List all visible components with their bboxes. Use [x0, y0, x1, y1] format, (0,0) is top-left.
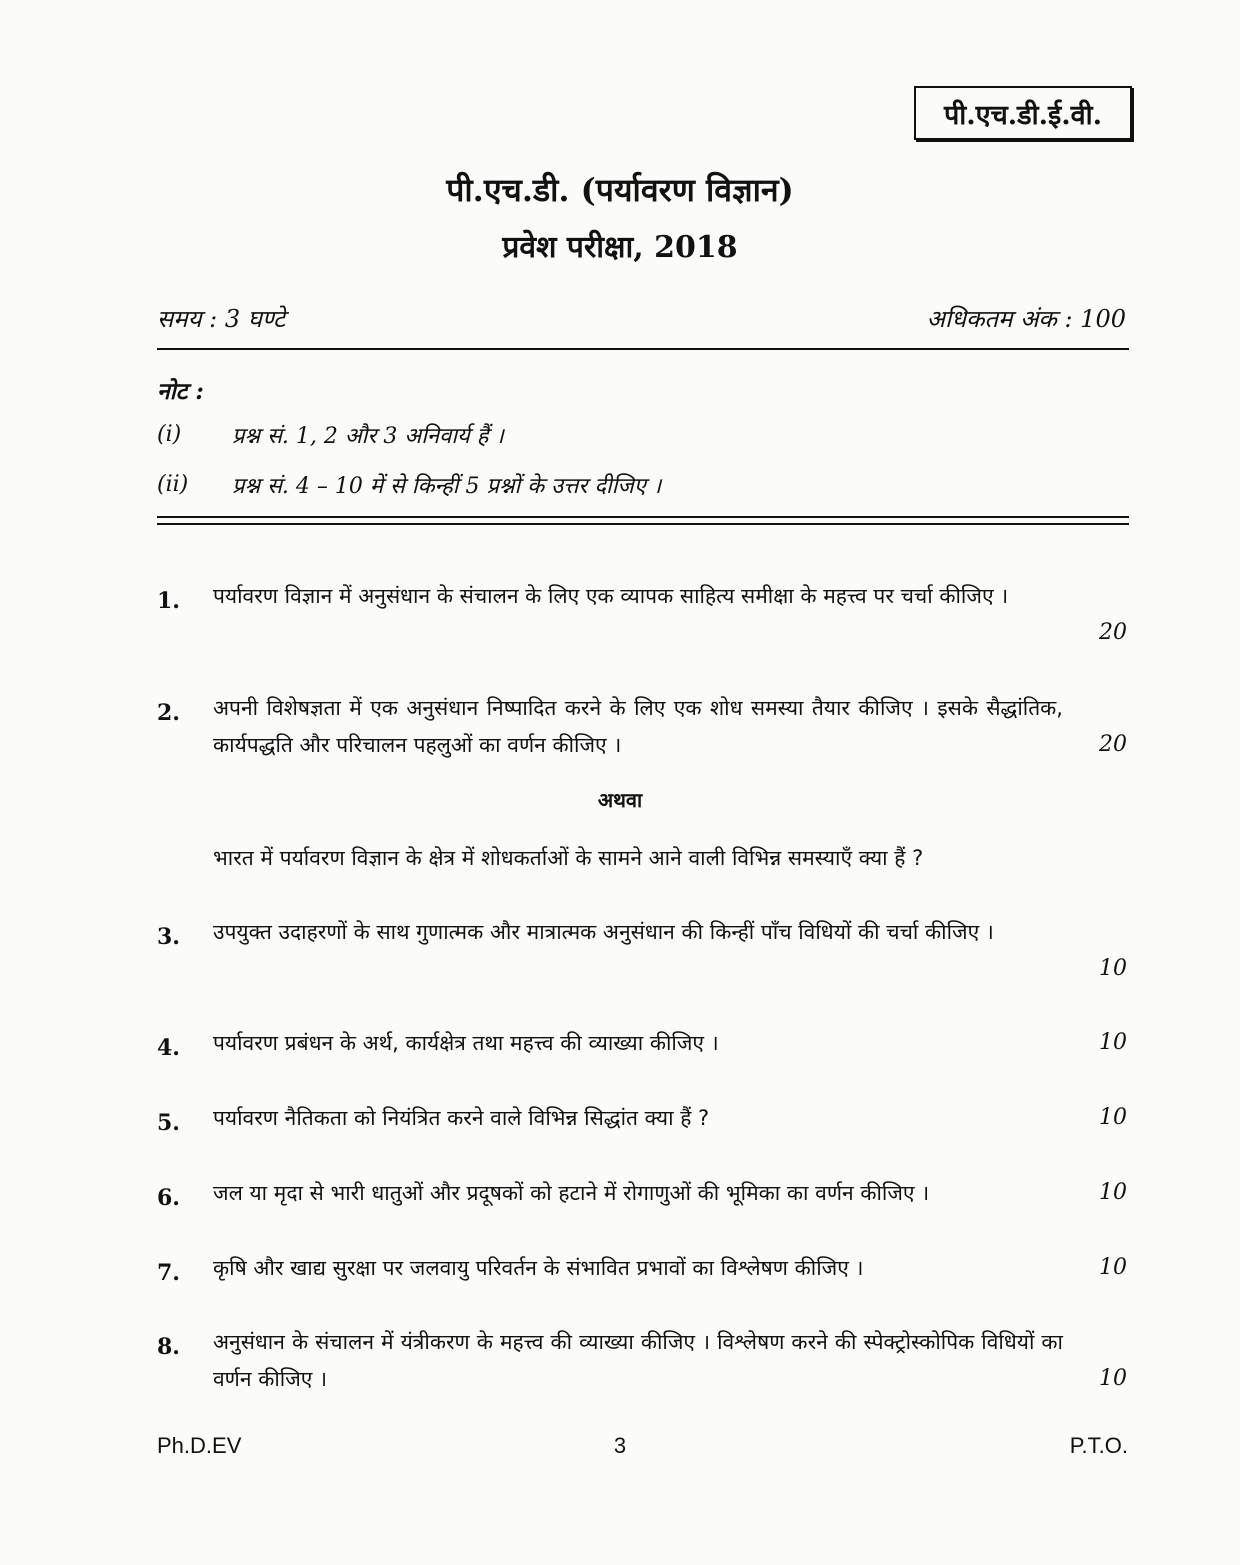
time-allowed: समय : 3 घण्टे [157, 305, 286, 333]
question-number: 4. [157, 1035, 180, 1061]
note-item-number: (i) [157, 422, 182, 447]
question-text: अनुसंधान के संचालन में यंत्रीकरण के महत्त्व की व्याख्या कीजिए । विश्लेषण करने की स्पेक्ट्रोस्कोपिक विधियों का वर्णन कीजिए । [213, 1330, 1063, 1391]
page-number: 3 [613, 1433, 627, 1458]
paper-code: पी.एच.डी.ई.वी. [943, 99, 1103, 131]
question-number: 1. [157, 588, 180, 614]
question-marks: 20 [1099, 732, 1127, 757]
question-marks: 20 [1099, 620, 1127, 645]
footer-paper-code: Ph.D.EV [157, 1433, 242, 1458]
question-number: 3. [157, 924, 180, 950]
question-marks: 10 [1099, 956, 1127, 981]
note-item-text: प्रश्न सं. 4 – 10 में से किन्हीं 5 प्रश्नों के उत्तर दीजिए । [232, 474, 662, 499]
maximum-marks: अधिकतम अंक : 100 [926, 305, 1126, 333]
double-rule-top [157, 516, 1129, 518]
question-number: 5. [157, 1110, 180, 1136]
exam-title: पी.एच.डी. (पर्यावरण विज्ञान) [446, 171, 794, 209]
question-marks: 10 [1099, 1366, 1127, 1391]
paper-code-box [914, 86, 1132, 140]
please-turn-over: P.T.O. [1069, 1433, 1128, 1458]
question-text: पर्यावरण नैतिकता को नियंत्रित करने वाले विभिन्न सिद्धांत क्या हैं ? [213, 1106, 710, 1130]
question-text: जल या मृदा से भारी धातुओं और प्रदूषकों को हटाने में रोगाणुओं की भूमिका का वर्णन कीजिए । [213, 1181, 930, 1205]
question-text: उपयुक्त उदाहरणों के साथ गुणात्मक और मात्रात्मक अनुसंधान की किन्हीं पाँच विधियों की चर्चा कीजिए । [213, 920, 994, 944]
question-marks: 10 [1099, 1030, 1127, 1055]
question-number: 8. [157, 1334, 180, 1360]
question-text: पर्यावरण प्रबंधन के अर्थ, कार्यक्षेत्र तथा महत्त्व की व्याख्या कीजिए । [213, 1031, 719, 1055]
question-text: पर्यावरण विज्ञान में अनुसंधान के संचालन के लिए एक व्यापक साहित्य समीक्षा के महत्त्व पर चर्चा कीजिए । [213, 584, 1009, 608]
question-text: भारत में पर्यावरण विज्ञान के क्षेत्र में शोधकर्ताओं के सामने आने वाली विभिन्न समस्याएँ क्या हैं ? [213, 846, 924, 870]
note-heading: नोट : [157, 378, 204, 405]
question-number: 7. [157, 1260, 180, 1286]
note-item-number: (ii) [157, 472, 189, 497]
note-item-text: प्रश्न सं. 1, 2 और 3 अनिवार्य हैं । [232, 424, 504, 449]
question-number: 2. [157, 700, 180, 726]
question-text: अपनी विशेषज्ञता में एक अनुसंधान निष्पादित करने के लिए एक शोध समस्या तैयार कीजिए । इसके सैद्धांतिक, कार्यपद्धति और परिचालन पहलुओं का वर्णन कीजिए । [213, 696, 1063, 757]
question-marks: 10 [1099, 1255, 1127, 1280]
question-number: 6. [157, 1185, 180, 1211]
or-separator: अथवा [597, 788, 643, 812]
header-divider [157, 348, 1129, 350]
question-marks: 10 [1099, 1180, 1127, 1205]
question-text: कृषि और खाद्य सुरक्षा पर जलवायु परिवर्तन के संभावित प्रभावों का विश्लेषण कीजिए । [213, 1256, 864, 1280]
question-marks: 10 [1099, 1105, 1127, 1130]
exam-subtitle: प्रवेश परीक्षा, 2018 [502, 230, 738, 265]
double-rule-bottom [157, 523, 1129, 525]
